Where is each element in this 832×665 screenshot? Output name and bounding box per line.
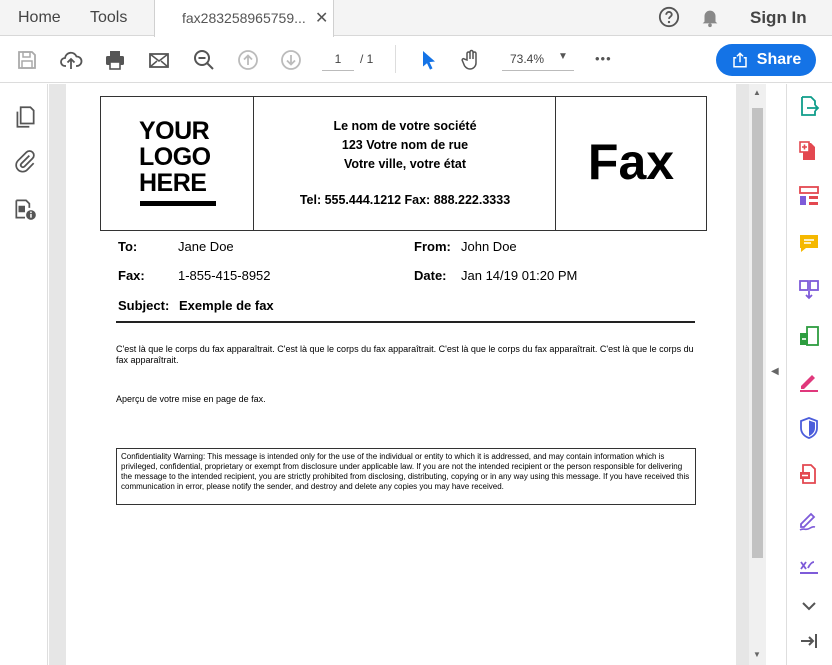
- select-cursor-icon[interactable]: [416, 47, 442, 73]
- collapse-panel-icon[interactable]: [797, 629, 821, 653]
- page-down-icon[interactable]: [278, 47, 304, 73]
- tools-rail: [786, 84, 832, 665]
- sign-in-button[interactable]: Sign In: [750, 8, 807, 27]
- edit-pdf-icon[interactable]: [797, 324, 821, 348]
- page-number-input[interactable]: [322, 47, 354, 71]
- redact-icon[interactable]: [797, 554, 821, 578]
- logo-underline: [140, 201, 216, 206]
- request-signature-icon[interactable]: [797, 508, 821, 532]
- pdf-page: [66, 84, 736, 665]
- zoom-out-icon[interactable]: [191, 47, 217, 73]
- menu-bar: [0, 0, 832, 36]
- company-info: [254, 97, 556, 230]
- right-panel-collapse-icon[interactable]: ◀: [771, 366, 779, 377]
- pages-icon[interactable]: [12, 104, 38, 130]
- organize-pages-icon[interactable]: [797, 184, 821, 208]
- compress-icon[interactable]: [797, 462, 821, 486]
- attachment-icon[interactable]: [12, 148, 38, 174]
- vertical-scrollbar[interactable]: [749, 84, 766, 665]
- tools-tab[interactable]: Tools: [90, 9, 128, 26]
- page-total: / 1: [360, 52, 374, 66]
- logo-text-line1: YOUR: [139, 117, 210, 145]
- scroll-up-icon[interactable]: ▲: [753, 88, 761, 97]
- bell-icon[interactable]: [699, 6, 721, 28]
- document-viewport: [49, 84, 749, 665]
- document-tab-title: fax283258965759...: [182, 10, 306, 26]
- subject-label: Subject:: [118, 298, 170, 313]
- company-city: Votre ville, votre état: [343, 157, 467, 171]
- help-icon[interactable]: [658, 6, 680, 28]
- print-icon[interactable]: [102, 47, 128, 73]
- subject-value: Exemple de fax: [179, 298, 274, 313]
- document-tab[interactable]: [154, 0, 334, 37]
- logo-text-line3: HERE: [139, 169, 207, 197]
- fax-preview-text: Aperçu de votre mise en page de fax.: [116, 394, 266, 404]
- scroll-down-icon[interactable]: ▼: [753, 650, 761, 659]
- zoom-value: 73.4%: [510, 52, 545, 66]
- scrollbar-thumb[interactable]: [752, 108, 763, 558]
- from-label: From:: [414, 239, 451, 254]
- fax-header-table: [100, 96, 707, 231]
- company-name: Le nom de votre société: [333, 119, 477, 133]
- date-label: Date:: [414, 268, 447, 283]
- fax-title: Fax: [587, 134, 675, 190]
- email-icon[interactable]: [146, 47, 172, 73]
- protect-icon[interactable]: [797, 416, 821, 440]
- to-value: Jane Doe: [178, 239, 234, 254]
- left-rail: [0, 84, 48, 665]
- hand-icon[interactable]: [458, 47, 484, 73]
- fax-number-value: 1-855-415-8952: [178, 268, 271, 283]
- divider-rule: [116, 321, 695, 323]
- chevron-down-icon: ▼: [558, 51, 568, 62]
- to-label: To:: [118, 239, 138, 254]
- export-pdf-icon[interactable]: [797, 94, 821, 118]
- logo-text-line2: LOGO: [139, 143, 211, 171]
- zoom-dropdown[interactable]: [502, 47, 574, 71]
- share-label: Share: [756, 51, 802, 68]
- properties-icon[interactable]: [12, 196, 38, 222]
- logo-placeholder: [101, 97, 254, 230]
- home-tab[interactable]: Home: [18, 9, 61, 26]
- share-button[interactable]: [716, 44, 816, 76]
- company-phones: Tel: 555.444.1212 Fax: 888.222.3333: [299, 193, 511, 207]
- share-icon: [731, 51, 749, 69]
- upload-icon[interactable]: [58, 47, 84, 73]
- fax-label: Fax:: [118, 268, 145, 283]
- comment-icon[interactable]: [797, 231, 821, 255]
- fax-body-text: C'est là que le corps du fax apparaîtrait. C'est là que le corps du fax apparaîtrait. C'est là que le corps du fax apparaîtrait. C'est là que le corps du fax apparaîtrait.: [116, 344, 694, 365]
- save-icon[interactable]: [14, 47, 40, 73]
- combine-files-icon[interactable]: [797, 277, 821, 301]
- confidentiality-warning: Confidentiality Warning: This message is intended only for the use of the individual or entity to which it is addressed, and may contain information which is privileged, confidential, proprietary or exempt from disclosure under applicable law. If you are not the intended recipient or the person responsible for delivering the message to the intended recipient, you are strictly prohibited from disclosing, distributing, copying or in any way using this message. If you have received this communication in error, please notify the sender, and destroy and delete any copies you may have received.: [116, 448, 696, 505]
- from-value: John Doe: [461, 239, 517, 254]
- more-icon[interactable]: •••: [595, 51, 612, 66]
- date-value: Jan 14/19 01:20 PM: [461, 268, 578, 283]
- close-tab-icon[interactable]: ✕: [315, 10, 329, 27]
- create-pdf-icon[interactable]: [797, 139, 821, 163]
- fill-sign-icon[interactable]: [797, 369, 821, 393]
- company-street: 123 Votre nom de rue: [341, 138, 469, 152]
- page-up-icon[interactable]: [235, 47, 261, 73]
- chevron-down-icon[interactable]: [797, 594, 821, 618]
- toolbar-divider: [395, 45, 396, 73]
- toolbar: [0, 37, 832, 83]
